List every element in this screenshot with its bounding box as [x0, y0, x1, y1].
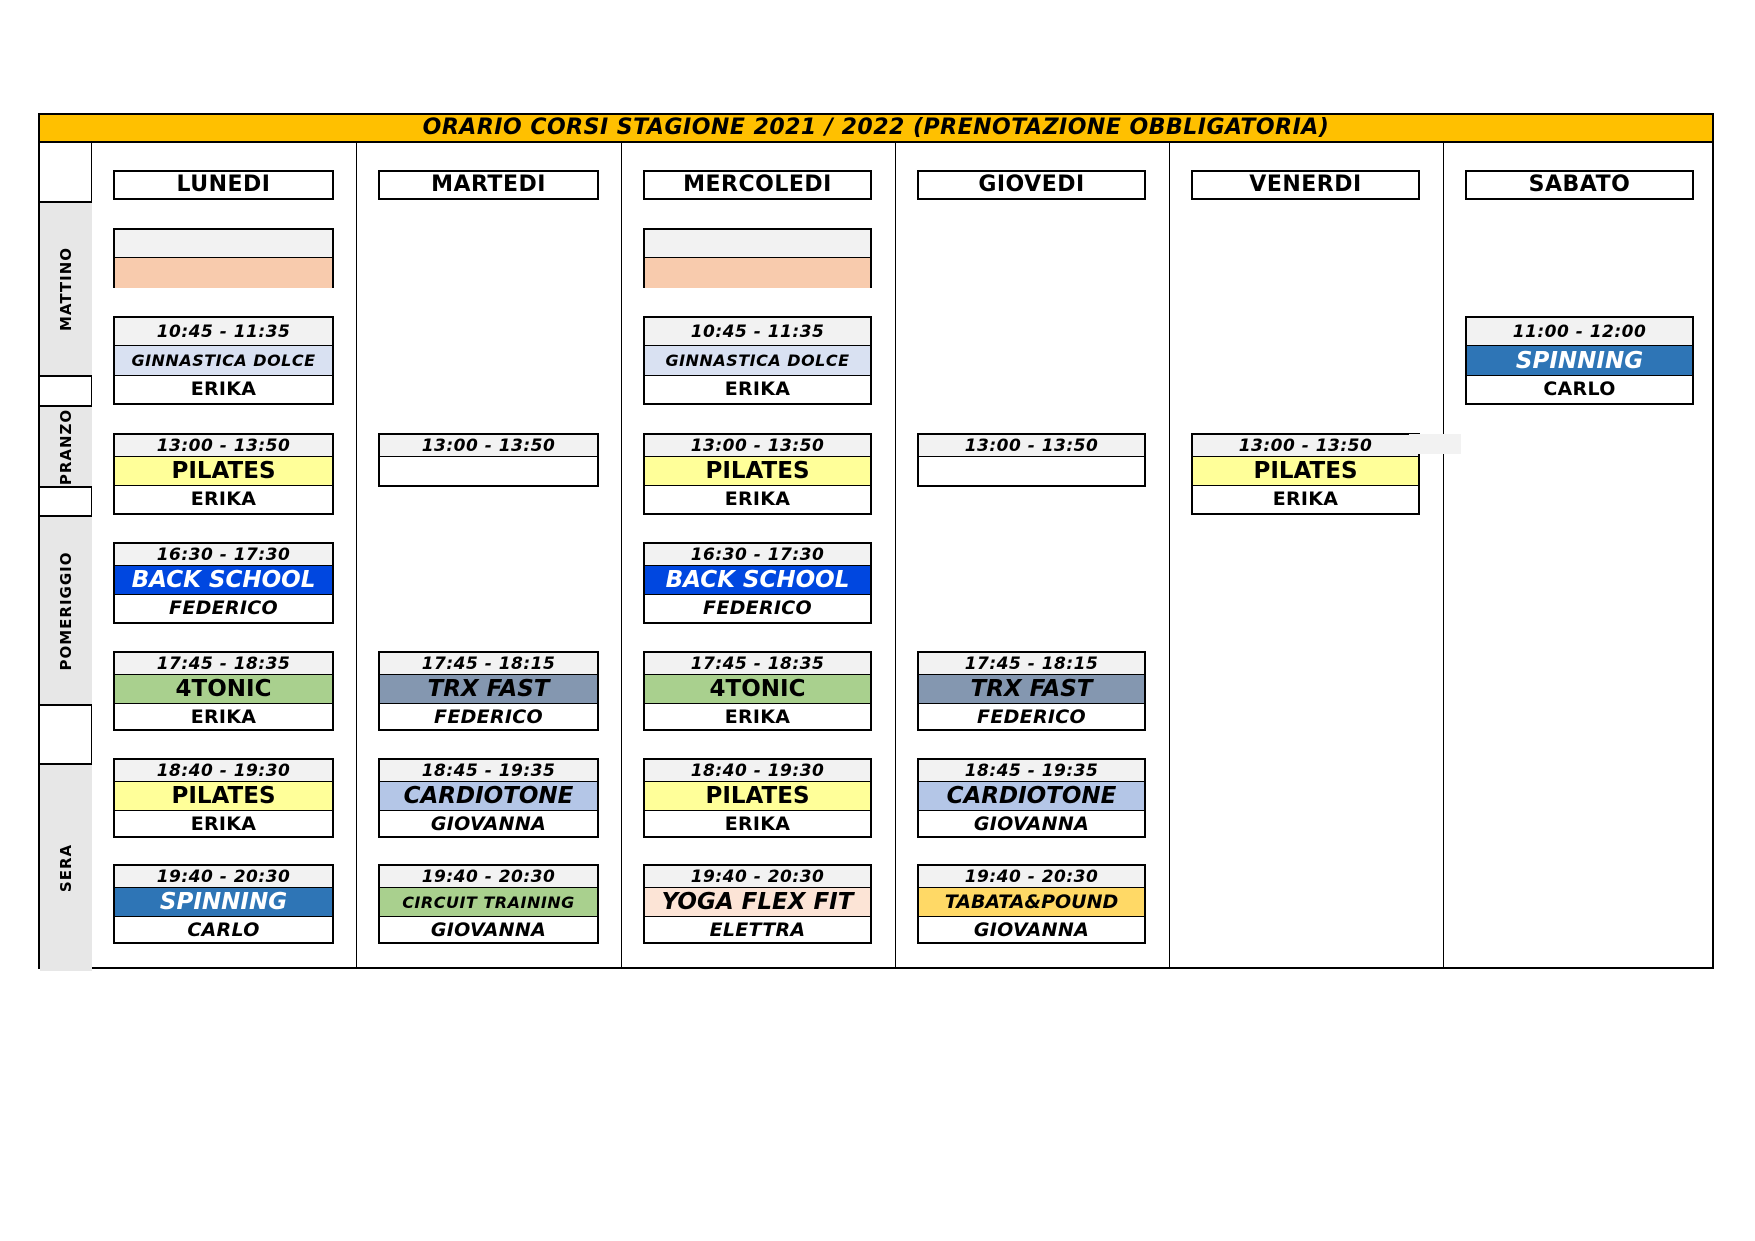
class-instructor: CARLO — [187, 919, 260, 941]
class-block — [113, 316, 334, 405]
class-time: 18:45 - 19:35 — [919, 760, 1144, 782]
schedule-title: ORARIO CORSI STAGIONE 2021 / 2022 (PRENOTAZIONE OBBLIGATORIA) — [40, 115, 1712, 143]
class-time: 18:40 - 19:30 — [115, 760, 332, 782]
empty-cell-shade — [1409, 434, 1461, 454]
day-header-mercoledi: MERCOLEDI — [643, 170, 872, 200]
day-header-giovedi: GIOVEDI — [917, 170, 1146, 200]
class-course: TABATA&POUND — [919, 888, 1144, 917]
class-instructor: ERIKA — [724, 378, 791, 400]
class-block — [1465, 316, 1694, 405]
class-course: PILATES — [115, 782, 332, 811]
class-instructor: GIOVANNA — [430, 813, 547, 835]
class-instructor: FEDERICO — [434, 706, 543, 728]
period-pranzo — [40, 405, 92, 488]
class-instructor: FEDERICO — [977, 706, 1086, 728]
class-course: TRX FAST — [380, 675, 597, 704]
class-course: BACK SCHOOL — [645, 566, 870, 595]
class-time: 11:00 - 12:00 — [1467, 318, 1692, 346]
class-block — [378, 864, 599, 944]
class-instructor: ERIKA — [724, 488, 791, 510]
class-time: 16:30 - 17:30 — [115, 544, 332, 566]
class-block — [113, 651, 334, 731]
class-instructor: GIOVANNA — [430, 919, 547, 941]
grid-line — [895, 143, 896, 967]
class-time: 17:45 - 18:35 — [645, 653, 870, 675]
class-course: PILATES — [115, 457, 332, 486]
class-instructor: ERIKA — [190, 488, 257, 510]
grid-line — [1169, 143, 1170, 967]
class-time: 16:30 - 17:30 — [645, 544, 870, 566]
class-block — [917, 651, 1146, 731]
class-course: CIRCUIT TRAINING — [380, 888, 597, 917]
class-course: CARDIOTONE — [380, 782, 597, 811]
class-block — [378, 433, 599, 487]
class-instructor: GIOVANNA — [973, 813, 1090, 835]
class-instructor: ERIKA — [724, 813, 791, 835]
class-block — [917, 433, 1146, 487]
class-course: PILATES — [1193, 457, 1418, 486]
class-instructor: CARLO — [1543, 378, 1616, 400]
empty-slot — [113, 228, 334, 288]
class-time: 18:45 - 19:35 — [380, 760, 597, 782]
class-block — [378, 758, 599, 838]
class-instructor: FEDERICO — [169, 597, 278, 619]
class-block — [643, 864, 872, 944]
class-course: CARDIOTONE — [919, 782, 1144, 811]
class-block — [643, 651, 872, 731]
grid-line — [621, 143, 622, 967]
class-course: 4TONIC — [645, 675, 870, 704]
class-block — [917, 758, 1146, 838]
class-time: 13:00 - 13:50 — [380, 435, 597, 457]
class-time: 13:00 - 13:50 — [1193, 435, 1418, 457]
class-instructor: ERIKA — [190, 813, 257, 835]
class-block — [643, 542, 872, 624]
class-block — [1191, 433, 1420, 515]
class-course: BACK SCHOOL — [115, 566, 332, 595]
class-time: 13:00 - 13:50 — [115, 435, 332, 457]
class-time: 18:40 - 19:30 — [645, 760, 870, 782]
class-block — [113, 542, 334, 624]
period-pomeriggio — [40, 515, 92, 706]
class-time: 19:40 - 20:30 — [380, 866, 597, 888]
class-instructor: ERIKA — [724, 706, 791, 728]
class-course: PILATES — [645, 457, 870, 486]
class-course: YOGA FLEX FIT — [645, 888, 870, 917]
empty-slot — [643, 228, 872, 288]
class-block — [917, 864, 1146, 944]
class-time: 13:00 - 13:50 — [919, 435, 1144, 457]
class-instructor: FEDERICO — [703, 597, 812, 619]
class-time: 17:45 - 18:15 — [380, 653, 597, 675]
class-instructor: ELETTRA — [709, 919, 806, 941]
class-block — [643, 758, 872, 838]
class-time: 19:40 - 20:30 — [919, 866, 1144, 888]
class-course: 4TONIC — [115, 675, 332, 704]
day-header-sabato: SABATO — [1465, 170, 1694, 200]
grid-line — [1443, 143, 1444, 967]
class-block — [113, 758, 334, 838]
class-block — [643, 316, 872, 405]
grid-line — [356, 143, 357, 967]
class-block — [643, 433, 872, 515]
class-block — [378, 651, 599, 731]
class-course: SPINNING — [115, 888, 332, 917]
class-time: 10:45 - 11:35 — [645, 318, 870, 346]
day-header-venerdi: VENERDI — [1191, 170, 1420, 200]
class-time: 19:40 - 20:30 — [645, 866, 870, 888]
class-time: 10:45 - 11:35 — [115, 318, 332, 346]
period-label: POMERIGGIO — [57, 550, 75, 671]
period-label: MATTINO — [57, 246, 75, 332]
class-time: 17:45 - 18:35 — [115, 653, 332, 675]
class-course: GINNASTICA DOLCE — [645, 346, 870, 376]
class-time: 13:00 - 13:50 — [645, 435, 870, 457]
class-course: TRX FAST — [919, 675, 1144, 704]
class-course: SPINNING — [1467, 346, 1692, 376]
day-header-martedi: MARTEDI — [378, 170, 599, 200]
period-sera — [40, 763, 92, 971]
period-label: PRANZO — [57, 408, 75, 485]
class-course — [919, 457, 1144, 487]
class-instructor: ERIKA — [190, 378, 257, 400]
class-time: 17:45 - 18:15 — [919, 653, 1144, 675]
period-mattino — [40, 201, 92, 377]
class-course: PILATES — [645, 782, 870, 811]
day-header-lunedi: LUNEDI — [113, 170, 334, 200]
class-block — [113, 864, 334, 944]
class-time: 19:40 - 20:30 — [115, 866, 332, 888]
class-block — [113, 433, 334, 515]
class-course: GINNASTICA DOLCE — [115, 346, 332, 376]
class-instructor: GIOVANNA — [973, 919, 1090, 941]
class-course — [380, 457, 597, 487]
class-instructor: ERIKA — [190, 706, 257, 728]
class-instructor: ERIKA — [1272, 488, 1339, 510]
period-label: SERA — [57, 843, 75, 893]
